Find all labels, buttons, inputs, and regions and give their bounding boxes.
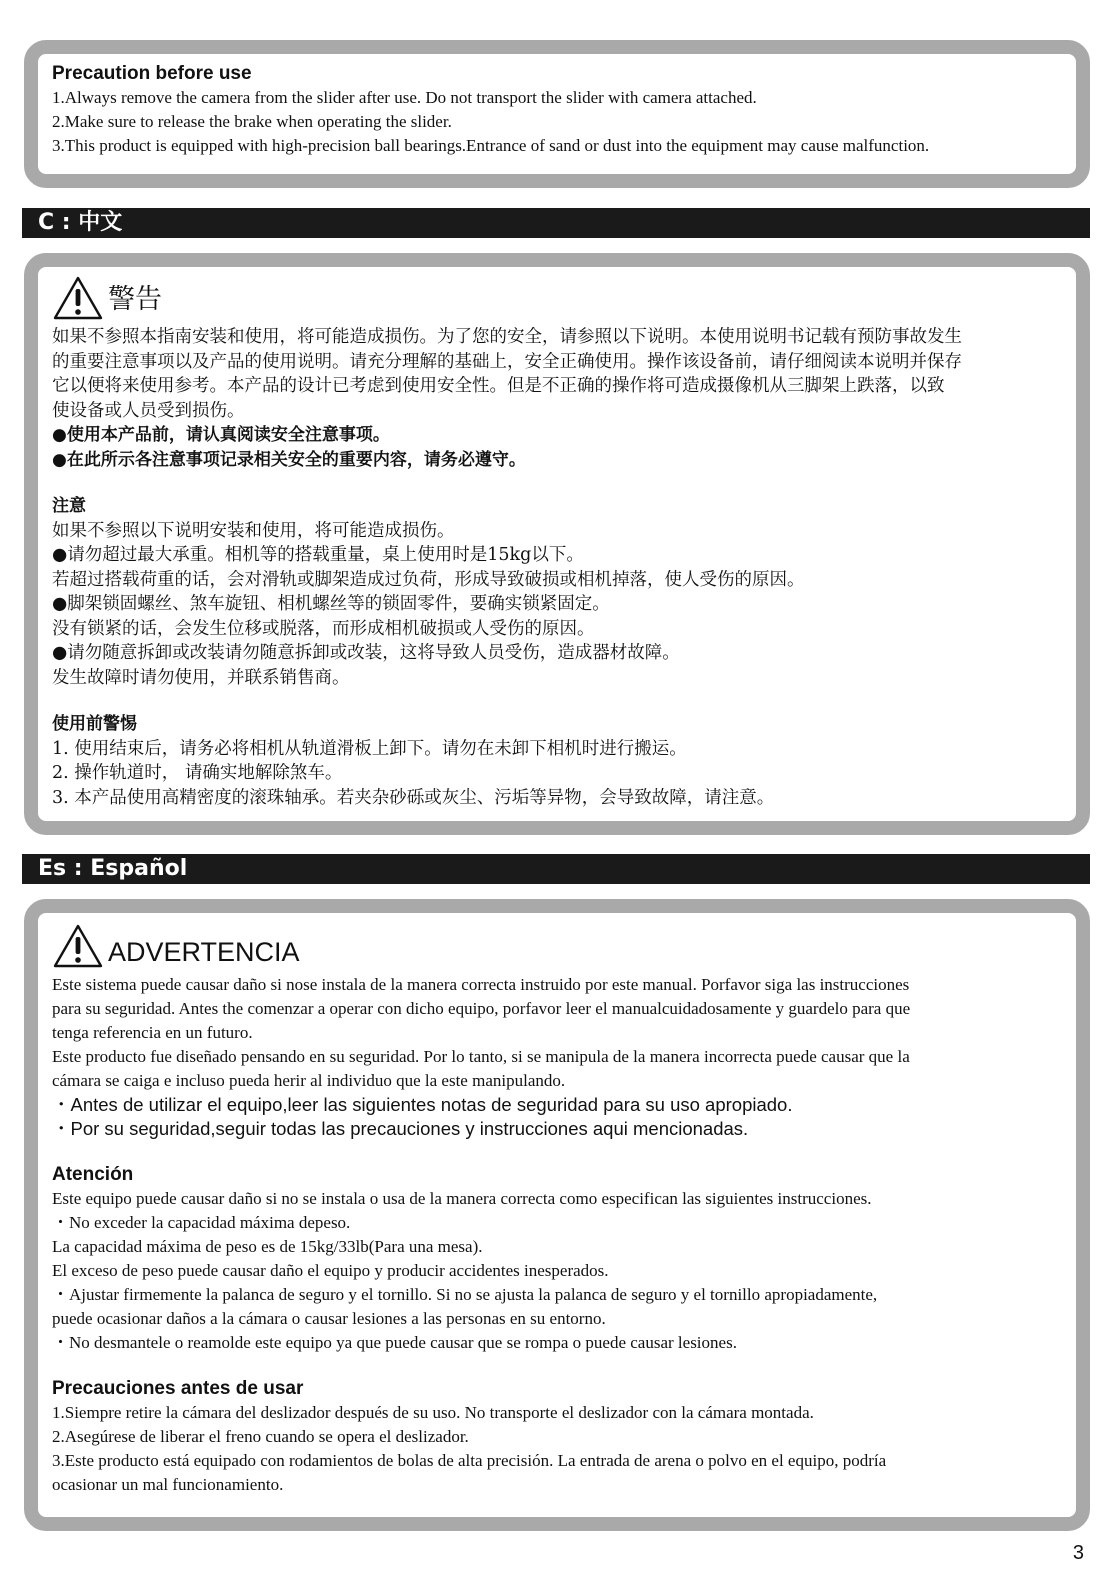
caution-line: 发生故障时请勿使用，并联系销售商。: [52, 667, 350, 688]
warning-paragraph-line: cámara se caiga e incluso pueda herir al individuo que la este manipulando.: [52, 1071, 566, 1090]
spacer: [52, 472, 1066, 494]
spacer: [52, 1355, 1066, 1377]
spacer: [52, 1141, 1066, 1163]
warning-triangle-icon: [52, 275, 104, 321]
caution-line: Este equipo puede causar daño si no se instala o usa de la manera correcta como especifican las siguientes instrucciones.: [52, 1189, 872, 1208]
pre-use-line: 2. 操作轨道时， 请确实地解除煞车。: [52, 763, 343, 783]
precaution-item: 2.Make sure to release the brake when operating the slider.: [52, 112, 452, 131]
caution-line: 若超过搭载荷重的话，会对滑轨或脚架造成过负荷，形成导致破损或相机掉落，使人受伤的原因。: [52, 569, 805, 590]
warning-bullet: ●使用本产品前，请认真阅读安全注意事项。: [52, 425, 390, 445]
precaution-item: 3.This product is equipped with high-precision ball bearings.Entrance of sand or dust into the equipment may cause malfunction.: [52, 136, 930, 155]
warning-title: ADVERTENCIA: [108, 937, 300, 967]
warning-bullet: ・Antes de utilizar el equipo,leer las siguientes notas de seguridad para su uso apropiado.: [52, 1094, 793, 1115]
caution-title: 注意: [52, 496, 86, 516]
warning-paragraph-line: 它以便将来使用参考。本产品的设计已考虑到使用安全性。但是不正确的操作将可造成摄像机从三脚架上跌落，以致: [52, 376, 945, 396]
warning-header: [52, 271, 1066, 321]
warning-paragraph-line: Este producto fue diseñado pensando en su seguridad. Por lo tanto, si se manipula de la manera incorrecta puede causar que la: [52, 1047, 910, 1066]
caution-line: La capacidad máxima de peso es de 15kg/33lb(Para una mesa).: [52, 1237, 483, 1256]
caution-line: El exceso de peso puede causar daño el equipo y producir accidentes inesperados.: [52, 1261, 609, 1280]
warning-paragraph-line: 如果不参照本指南安装和使用，将可能造成损伤。为了您的安全，请参照以下说明。本使用说明书记载有预防事故发生: [52, 327, 962, 347]
pre-use-line: ocasionar un mal funcionamiento.: [52, 1475, 284, 1494]
caution-line: ・Ajustar firmemente la palanca de seguro y el tornillo. Si no se ajusta la palanca de seguro y el tornillo apropiadamente,: [52, 1285, 878, 1304]
warning-bullet: ●在此所示各注意事项记录相关安全的重要内容，请务必遵守。: [52, 449, 526, 470]
pre-use-line: 3. 本产品使用高精密度的滚珠轴承。若夹杂砂砾或灰尘、污垢等异物，会导致故障，请注意。: [52, 787, 775, 808]
caution-line: 如果不参照以下说明安装和使用，将可能造成损伤。: [52, 520, 455, 541]
precaution-item: 1.Always remove the camera from the slider after use. Do not transport the slider with camera attached.: [52, 88, 757, 107]
precaution-box: [24, 40, 1090, 188]
pre-use-line: 3.Este producto está equipado con rodamientos de bolas de alta precisión. La entrada de arena o polvo en el equipo, podría: [52, 1451, 887, 1470]
caution-line: puede ocasionar daños a la cámara o causar lesiones a las personas en su entorno.: [52, 1309, 606, 1328]
pre-use-line: 2.Asegúrese de liberar el freno cuando se opera el deslizador.: [52, 1427, 469, 1446]
warning-paragraph-line: 的重要注意事项以及产品的使用说明。请充分理解的基础上，安全正确使用。操作该设备前，请仔细阅读本说明并保存: [52, 351, 962, 372]
pre-use-title: Precauciones antes de usar: [52, 1378, 304, 1399]
section-banner-chinese: C : 中文: [22, 208, 1090, 238]
warning-paragraph-line: Este sistema puede causar daño si nose instala de la manera correcta instruido por este manual. Porfavor siga las instrucciones: [52, 975, 910, 994]
pre-use-line: 1. 使用结束后，请务必将相机从轨道滑板上卸下。请勿在未卸下相机时进行搬运。: [52, 738, 687, 759]
warning-paragraph-line: 使设备或人员受到损伤。: [52, 400, 245, 421]
chinese-section-box: [24, 253, 1090, 835]
caution-line: ・No desmantele o reamolde este equipo ya que puede causar que se rompa o puede causar lesiones.: [52, 1333, 737, 1352]
warning-title: 警告: [108, 284, 162, 315]
caution-line: ●脚架锁固螺丝、煞车旋钮、相机螺丝等的锁固零件，要确实锁紧固定。: [52, 594, 610, 614]
caution-line: ●请勿超过最大承重。相机等的搭载重量，桌上使用时是15kg以下。: [52, 545, 584, 565]
caution-line: ●请勿随意拆卸或改装请勿随意拆卸或改装，这将导致人员受伤，造成器材故障。: [52, 643, 680, 663]
section-banner-spanish: Es : Español: [22, 854, 1090, 884]
precaution-title: Precaution before use: [52, 63, 252, 84]
pre-use-line: 1.Siempre retire la cámara del deslizador después de su uso. No transporte el deslizador con la cámara montada.: [52, 1403, 814, 1422]
spanish-section-box: [24, 899, 1090, 1531]
caution-line: 没有锁紧的话，会发生位移或脱落，而形成相机破损或人受伤的原因。: [52, 618, 595, 639]
warning-triangle-icon: [52, 923, 104, 969]
warning-bullet: ・Por su seguridad,seguir todas las precauciones y instrucciones aqui mencionadas.: [52, 1118, 749, 1139]
warning-paragraph-line: tenga referencia en un futuro.: [52, 1023, 253, 1042]
spacer: [52, 690, 1066, 712]
warning-paragraph-line: para su seguridad. Antes the comenzar a operar con dicho equipo, porfavor leer el manualcuidadosamente y guardelo para que: [52, 999, 911, 1018]
pre-use-title: 使用前警惕: [52, 714, 137, 734]
page-number: 3: [1072, 1542, 1084, 1564]
caution-line: ・No exceder la capacidad máxima depeso.: [52, 1213, 351, 1232]
warning-header: [52, 919, 1066, 969]
caution-title: Atención: [52, 1164, 134, 1185]
